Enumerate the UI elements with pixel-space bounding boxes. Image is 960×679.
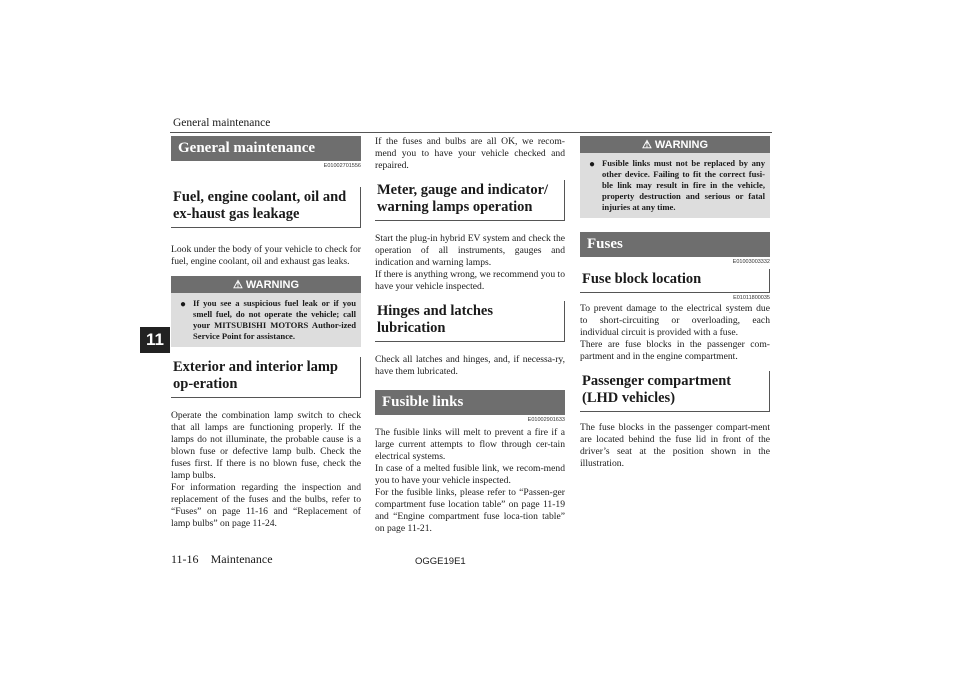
paragraph: Operate the combination lamp switch to check that all lamps are functioning properly. If the lamps do not illuminate, the probable cause is a blown fuse or defective lamp bulb. Check the fuses first. If there is no blown fuse, check the lamp bulbs. — [171, 410, 361, 481]
section-code: E01003003332 — [732, 259, 770, 265]
subheading: Fuse block location — [580, 269, 770, 293]
header-rule — [170, 132, 772, 133]
paragraph: If the fuses and bulbs are all OK, we recom-mend you to have your vehicle checked and repaired. — [375, 136, 565, 171]
subheading: Passenger compartment (LHD vehicles) — [580, 371, 770, 412]
section-code: E01011800035 — [733, 295, 770, 301]
paragraph: For information regarding the inspection and replacement of the fuses and the bulbs, refer to “Fuses” on page 11-16 and “Replacement of lamp bulbs” on page 11-24. — [171, 482, 361, 529]
warning-icon: ⚠ — [641, 139, 652, 151]
page-footer — [171, 552, 273, 567]
paragraph: In case of a melted fusible link, we recom-mend you to have your vehicle inspected. — [375, 463, 565, 486]
paragraph: The fuse blocks in the passenger compart-ment are located behind the fuse lid in front of the driver’s seat at the position shown in the illustration. — [580, 422, 770, 469]
warning-box — [580, 136, 770, 218]
warning-body — [580, 153, 770, 213]
warning-title: WARNING — [245, 279, 300, 291]
paragraph: If there is anything wrong, we recommend you to have your vehicle inspected. — [375, 269, 565, 292]
document-code: OGGE19E1 — [415, 556, 466, 567]
paragraph: There are fuse blocks in the passenger com-partment and in the engine compartment. — [580, 339, 770, 362]
section-banner: General maintenance — [171, 136, 361, 161]
subheading: Exterior and interior lamp op-eration — [171, 357, 361, 398]
section-banner: Fusible links — [375, 390, 565, 415]
section-code: E01002701556 — [323, 163, 361, 169]
chapter-tab: 11 — [140, 327, 170, 353]
subheading: Meter, gauge and indicator/ warning lamps operation — [375, 180, 565, 221]
running-header: General maintenance — [173, 117, 271, 129]
warning-text: If you see a suspicious fuel leak or if you smell fuel, do not operate the vehicle; call your MITSUBISHI MOTORS Author-ized Service Point for assistance. — [193, 298, 356, 341]
warning-icon: ⚠ — [232, 279, 243, 291]
page-number: 11-16 — [171, 552, 199, 566]
paragraph: To prevent damage to the electrical system due to short-circuiting or overloading, each individual circuit is provided with a fuse. — [580, 303, 770, 338]
section-banner: Fuses — [580, 232, 770, 257]
warning-header — [580, 136, 770, 153]
subheading: Hinges and latches lubrication — [375, 301, 565, 342]
bullet-icon: ● — [180, 299, 187, 310]
warning-body — [171, 293, 361, 342]
warning-box — [171, 276, 361, 347]
paragraph: Check all latches and hinges, and, if necessa-ry, have them lubricated. — [375, 354, 565, 377]
section-name: Maintenance — [210, 552, 273, 566]
paragraph: For the fusible links, please refer to “Passen-ger compartment fuse location table” on page 11-19 and “Engine compartment fuse loca-tion table” on page 11-21. — [375, 487, 565, 534]
paragraph: Look under the body of your vehicle to check for fuel, engine coolant, oil and exhaust gas leaks. — [171, 244, 361, 267]
paragraph: The fusible links will melt to prevent a fire if a large current attempts to flow through cer-tain electrical systems. — [375, 427, 565, 462]
subheading: Fuel, engine coolant, oil and ex-haust gas leakage — [171, 187, 361, 228]
warning-header — [171, 276, 361, 293]
bullet-icon: ● — [589, 159, 596, 170]
column-3 — [580, 136, 770, 470]
warning-title: WARNING — [654, 139, 709, 151]
section-code: E01002901633 — [527, 417, 565, 423]
warning-text: Fusible links must not be replaced by any other device. Failing to fit the correct fusi-ble link may result in fire in the vehicle, property destruction and serious or fatal injuries at any time. — [602, 158, 765, 212]
column-1 — [171, 136, 361, 530]
column-2 — [375, 136, 565, 535]
paragraph: Start the plug-in hybrid EV system and check the operation of all instruments, gauges and indication and warning lamps. — [375, 233, 565, 268]
